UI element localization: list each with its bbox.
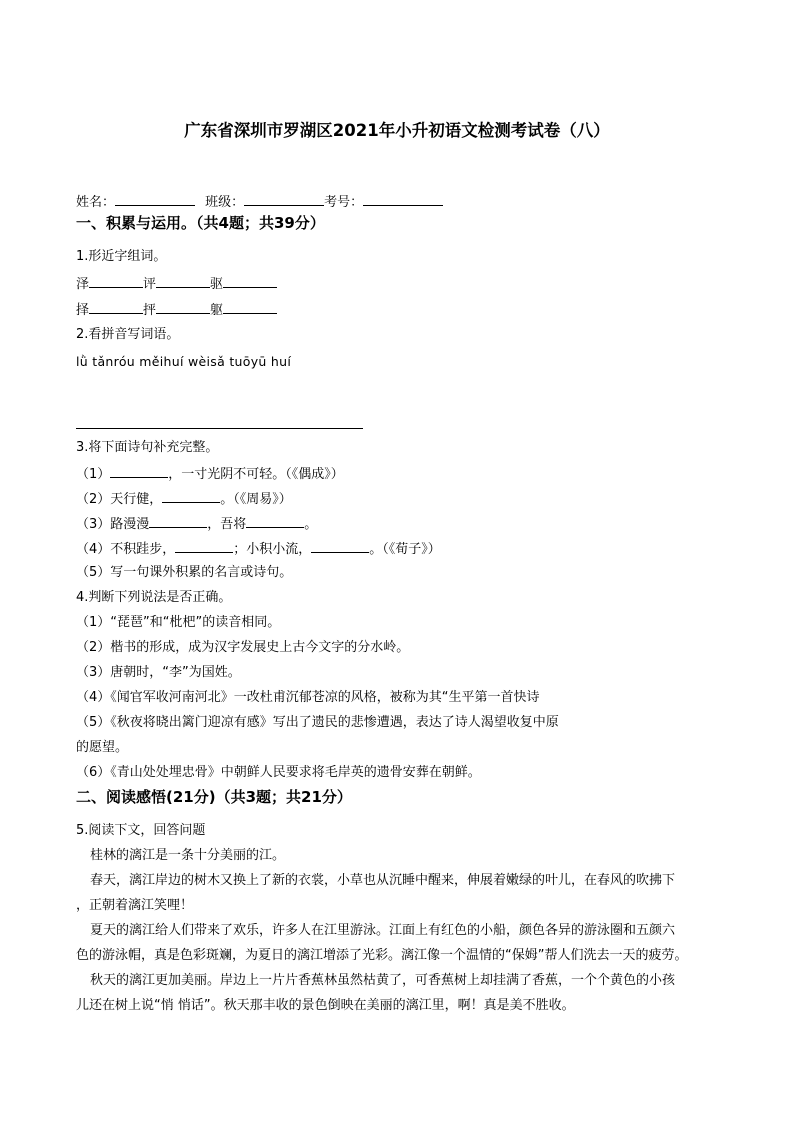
q2-stem: 2.看拼音写词语。 bbox=[76, 327, 180, 342]
char-ze: 泽 bbox=[76, 277, 90, 292]
q4-stem: 4.判断下列说法是否正确。 bbox=[76, 590, 232, 605]
text: 。（《荀子》） bbox=[369, 542, 441, 557]
text: 。（《周易》） bbox=[220, 492, 292, 507]
q3-item2 bbox=[76, 489, 292, 509]
text: 。 bbox=[304, 517, 318, 532]
q1-row2 bbox=[76, 300, 277, 320]
q4-item5: （5）《秋夜将晓出篱门迎凉有感》写出了遗民的悲惨遭遇，表达了诗人渴望收复中原 bbox=[76, 715, 559, 730]
q4-item5-cont: 的愿望。 bbox=[76, 740, 129, 755]
char-ze2: 择 bbox=[76, 303, 90, 318]
q5-stem: 5.阅读下文，回答问题 bbox=[76, 823, 206, 838]
blank[interactable] bbox=[89, 300, 143, 314]
text: （1） bbox=[76, 467, 111, 482]
char-peng: 抨 bbox=[143, 303, 157, 318]
blank[interactable] bbox=[110, 464, 168, 478]
text: ；小积小流， bbox=[233, 542, 312, 557]
q1-row1 bbox=[76, 274, 277, 294]
passage-p3-cont: 色的游泳帽，真是色彩斑斓，为夏日的漓江增添了光彩。漓江像一个温情的“保姆”帮人们洗去一天的疲劳。 bbox=[76, 948, 688, 963]
passage-p3: 夏天的漓江给人们带来了欢乐，许多人在江里游泳。江面上有红色的小船，颜色各异的游泳圈和五颜六 bbox=[90, 923, 676, 938]
q3-item4 bbox=[76, 539, 441, 559]
char-qu: 驱 bbox=[210, 277, 224, 292]
q4-item6: （6）《青山处处埋忠骨》中朝鲜人民要求将毛岸英的遗骨安葬在朝鲜。 bbox=[76, 765, 481, 780]
passage-p4-cont: 儿还在树上说“悄 悄话”。秋天那丰收的景色倒映在美丽的漓江里，啊！真是美不胜收。 bbox=[76, 998, 575, 1013]
passage-p2: 春天，漓江岸边的树木又换上了新的衣裳，小草也从沉睡中醒来，伸展着嫩绿的叶儿，在春风的吹拂下 bbox=[90, 873, 676, 888]
q3-item5: （5）写一句课外积累的名言或诗句。 bbox=[76, 565, 293, 580]
blank[interactable] bbox=[223, 274, 277, 288]
exam-number-blank[interactable] bbox=[363, 192, 443, 206]
char-ping: 评 bbox=[143, 277, 157, 292]
passage-p4: 秋天的漓江更加美丽。岸边上一片片香蕉林虽然枯黄了，可香蕉树上却挂满了香蕉，一个个黄色的小孩 bbox=[90, 973, 676, 988]
exam-number-label: 考号： bbox=[324, 195, 364, 210]
q3-item1 bbox=[76, 464, 344, 484]
q2-pinyin: lǜ tǎnróu měihuí wèisǎ tuōyū huí bbox=[76, 354, 292, 369]
blank[interactable] bbox=[223, 300, 277, 314]
page-title: 广东省深圳市罗湖区2021年小升初语文检测考试卷（八） bbox=[184, 121, 610, 140]
blank[interactable] bbox=[156, 274, 210, 288]
text: （4）不积跬步， bbox=[76, 542, 176, 557]
class-blank[interactable] bbox=[244, 192, 324, 206]
blank[interactable] bbox=[162, 489, 220, 503]
blank[interactable] bbox=[175, 539, 233, 553]
blank[interactable] bbox=[246, 514, 304, 528]
q2-answer-line[interactable] bbox=[76, 428, 363, 429]
section2-heading: 二、阅读感悟(21分)（共3题；共21分） bbox=[76, 788, 352, 806]
q4-item2: （2）楷书的形成，成为汉字发展史上古今文字的分水岭。 bbox=[76, 640, 410, 655]
q4-item4: （4）《闻官军收河南河北》一改杜甫沉郁苍凉的风格，被称为其“生平第一首快诗 bbox=[76, 690, 540, 705]
passage-p1: 桂林的漓江是一条十分美丽的江。 bbox=[90, 848, 286, 863]
char-qu2: 躯 bbox=[210, 303, 224, 318]
class-label: 班级： bbox=[205, 195, 245, 210]
text: （3）路漫漫 bbox=[76, 517, 150, 532]
text: ，吾将 bbox=[207, 517, 247, 532]
text: （2）天行健， bbox=[76, 492, 163, 507]
q4-item1: （1）“琵琶”和“枇杷”的读音相同。 bbox=[76, 615, 281, 630]
section1-heading: 一、积累与运用。（共4题；共39分） bbox=[76, 214, 325, 232]
name-blank[interactable] bbox=[115, 192, 195, 206]
blank[interactable] bbox=[156, 300, 210, 314]
passage-p2-cont: ，正朝着漓江笑哩！ bbox=[76, 898, 194, 913]
q1-stem: 1.形近字组词。 bbox=[76, 249, 167, 264]
blank[interactable] bbox=[149, 514, 207, 528]
q4-item3: （3）唐朝时，“李”为国姓。 bbox=[76, 665, 241, 680]
q3-item3 bbox=[76, 514, 317, 534]
name-label: 姓名： bbox=[76, 195, 116, 210]
text: ，一寸光阴不可轻。（《偶成》） bbox=[168, 467, 344, 482]
blank[interactable] bbox=[89, 274, 143, 288]
q3-stem: 3.将下面诗句补充完整。 bbox=[76, 440, 219, 455]
blank[interactable] bbox=[311, 539, 369, 553]
student-info-row bbox=[76, 192, 443, 212]
